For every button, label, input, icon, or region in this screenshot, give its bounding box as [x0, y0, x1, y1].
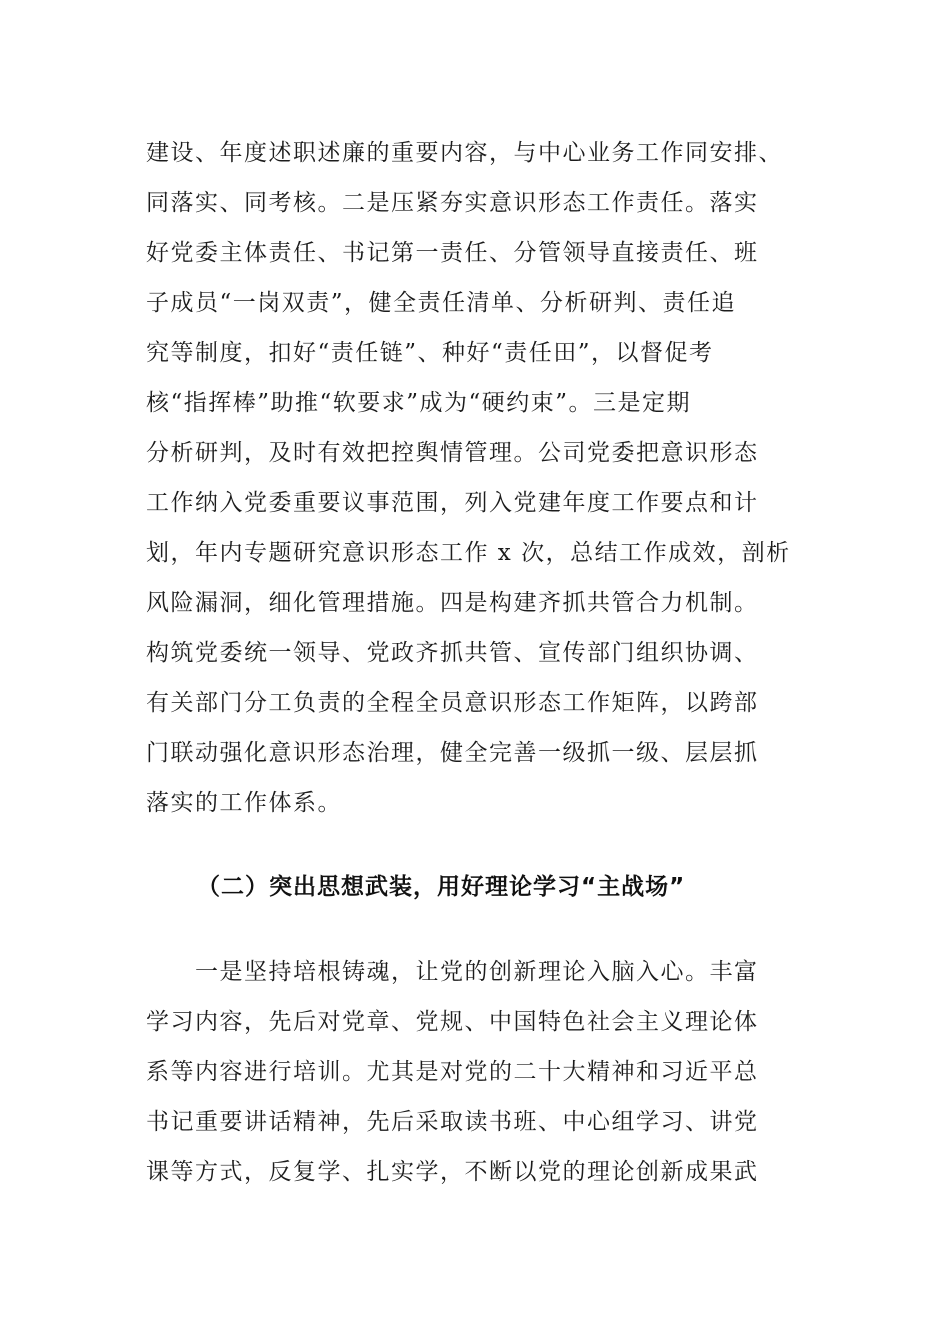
text-line: 好党委主体责任、书记第一责任、分管领导直接责任、班 [146, 240, 759, 266]
text-line: 系等内容进行培训。尤其是对党的二十大精神和习近平总 [146, 1059, 759, 1085]
text-line: 建设、年度述职述廉的重要内容，与中心业务工作同安排、 [146, 140, 783, 166]
text-line: 分析研判，及时有效把控舆情管理。公司党委把意识形态 [146, 440, 759, 466]
text-line: 同落实、同考核。二是压紧夯实意识形态工作责任。落实 [146, 190, 759, 216]
text-line: 构筑党委统一领导、党政齐抓共管、宣传部门组织协调、 [146, 640, 759, 666]
section-heading: （二）突出思想武装，用好理论学习“主战场” [197, 874, 686, 900]
text-line: 门联动强化意识形态治理，健全完善一级抓一级、层层抓 [146, 740, 759, 766]
text-line: 学习内容，先后对党章、党规、中国特色社会主义理论体 [146, 1009, 759, 1035]
text-line: 划，年内专题研究意识形态工作 x 次，总结工作成效，剖析 [146, 540, 791, 566]
paragraph-ideology-responsibility [146, 128, 816, 828]
text-line: 究等制度，扣好“责任链”、种好“责任田”，以督促考 [146, 340, 714, 366]
paragraph-theory-study [146, 947, 816, 1197]
text-line: 子成员“一岗双责”，健全责任清单、分析研判、责任追 [146, 290, 737, 316]
text-line: 课等方式，反复学、扎实学，不断以党的理论创新成果武 [146, 1159, 759, 1185]
text-line: 有关部门分工负责的全程全员意识形态工作矩阵，以跨部 [146, 690, 759, 716]
text-line: 一是坚持培根铸魂，让党的创新理论入脑入心。丰富 [146, 959, 759, 985]
text-line: 书记重要讲话精神，先后采取读书班、中心组学习、讲党 [146, 1109, 759, 1135]
text-line: 核“指挥棒”助推“软要求”成为“硬约束”。三是定期 [146, 390, 692, 416]
text-line: 落实的工作体系。 [146, 790, 342, 816]
text-line: 工作纳入党委重要议事范围，列入党建年度工作要点和计 [146, 490, 759, 516]
text-line: 风险漏洞，细化管理措施。四是构建齐抓共管合力机制。 [146, 590, 759, 616]
